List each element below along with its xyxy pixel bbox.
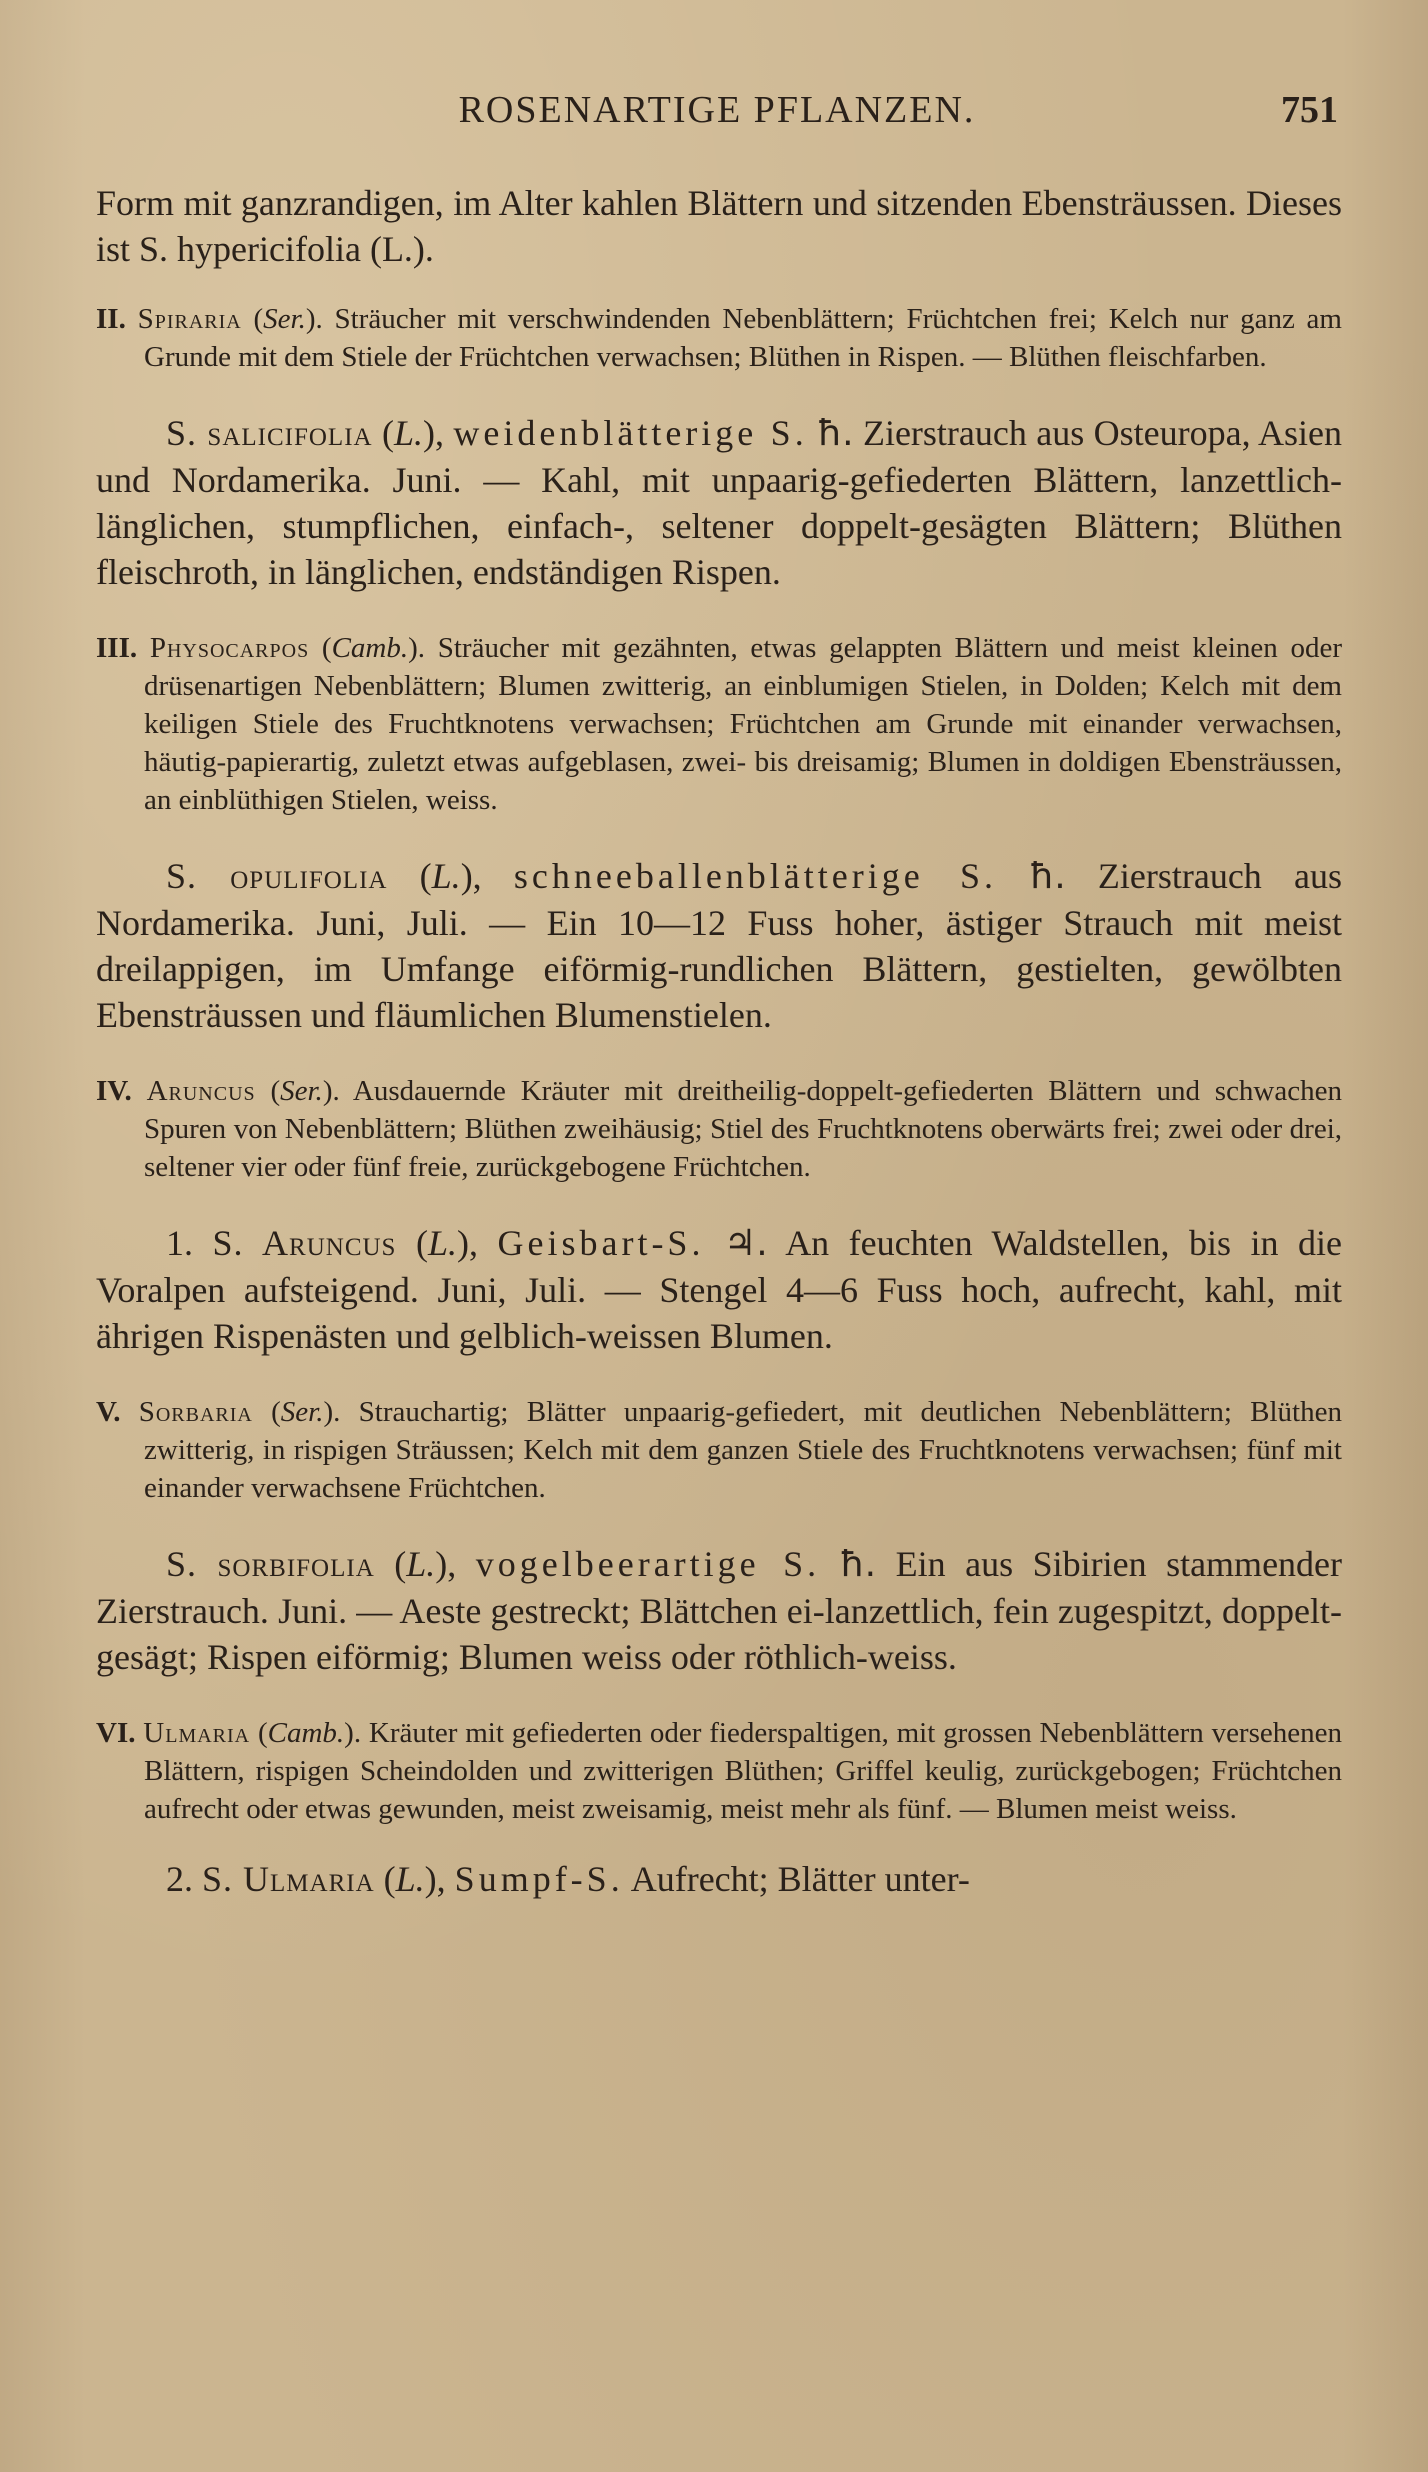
shrub-symbol: ħ.	[839, 1544, 877, 1585]
species-opulifolia: S. opulifolia (L.), schneeballenblätterige S. ħ. Zierstrauch aus Nordamerika. Juni, Juli. — Ein 10—12 Fuss hoher, ästiger Strauch mit meist dreilappigen, im Umfange eiförmig-rundlichen Blättern, gestielten, gewölbten Ebensträussen und fläumlichen Blumenstielen.	[96, 856, 1342, 1035]
section-ulmaria: VI. Ulmaria (Camb.). Kräuter mit gefiederten oder fiederspaltigen, mit grossen Nebenblättern versehenen Blättern, rispigen Scheindolden und zwitterigen Blüthen; Griffel keulig, zurückgebogen; Früchtchen aufrecht oder etwas gewunden, meist zweisamig, meist mehr als fünf. — Blumen meist weiss.	[96, 1717, 1342, 1825]
species-name: S. sorbifolia	[166, 1544, 375, 1584]
page-body	[96, 180, 1342, 1902]
section-name: Aruncus	[146, 1075, 256, 1107]
species-ulmaria: 2. S. Ulmaria (L.), Sumpf-S. Aufrecht; Blätter unter-	[166, 1859, 970, 1899]
common-name: Sumpf-S.	[454, 1859, 624, 1899]
common-name: schneeballenblätterige S.	[513, 856, 997, 896]
common-name: Geisbart-S.	[497, 1223, 705, 1263]
species-name: S. Aruncus	[212, 1223, 397, 1263]
section-sorbaria: V. Sorbaria (Ser.). Strauchartig; Blätter unpaarig-gefiedert, mit deutlichen Nebenblättern; Blüthen zwitterig, in rispigen Sträussen; Kelch mit dem ganzen Stiele des Fruchtknotens verwachsen; fünf mit einander verwachsene Früchtchen.	[96, 1396, 1342, 1504]
section-name: Sorbaria	[138, 1396, 253, 1428]
shrub-symbol: ħ.	[1029, 856, 1066, 897]
perennial-symbol: ♃.	[723, 1223, 768, 1264]
section-spiraria: II. Spiraria (Ser.). Sträucher mit verschwindenden Nebenblättern; Früchtchen frei; Kelch nur ganz am Grunde mit dem Stiele der Früchtchen verwachsen; Blüthen in Rispen. — Blüthen fleischfarben.	[96, 303, 1342, 373]
paragraph-continuation: Form mit ganzrandigen, im Alter kahlen Blättern und sitzenden Ebensträussen. Dieses ist S. hypericifolia (L.).	[96, 183, 1342, 269]
section-aruncus: IV. Aruncus (Ser.). Ausdauernde Kräuter mit dreitheilig-doppelt-gefiederten Blättern und schwachen Spuren von Nebenblättern; Blüthen zweihäusig; Stiel des Fruchtknotens oberwärts frei; zwei oder drei, seltener vier oder fünf freie, zurückgebogene Früchtchen.	[96, 1075, 1342, 1183]
page-number: 751	[1281, 89, 1338, 131]
running-title: ROSENARTIGE PFLANZEN.	[458, 89, 976, 131]
section-name: Ulmaria	[143, 1717, 251, 1749]
species-name: S. salicifolia	[166, 413, 373, 453]
section-name: Spiraria	[137, 303, 242, 335]
section-physocarpos: III. Physocarpos (Camb.). Sträucher mit gezähnten, etwas gelappten Blättern und meist kleinen oder drüsenartigen Nebenblättern; Blumen zwitterig, an einblumigen Stielen, in Dolden; Kelch mit dem keiligen Stiele des Fruchtknotens verwachsen; Früchtchen am Grunde mit einander verwachsen, häutig-papierartig, zuletzt etwas aufgeblasen, zwei- bis dreisamig; Blumen in doldigen Ebensträussen, an einblüthigen Stielen, weiss.	[96, 632, 1342, 816]
section-name: Physocarpos	[149, 632, 310, 664]
common-name: vogelbeerartige S.	[475, 1544, 821, 1584]
species-salicifolia: S. salicifolia (L.), weidenblätterige S. ħ. Zierstrauch aus Osteuropa, Asien und Nordamerika. Juni. — Kahl, mit unpaarig-gefiederten Blättern, lanzettlich-länglichen, stumpflichen, einfach-, seltener doppelt-gesägten Blättern; Blüthen fleischroth, in länglichen, endständigen Rispen.	[96, 413, 1342, 592]
shrub-symbol: ħ.	[817, 413, 854, 454]
species-name: S. Ulmaria	[202, 1859, 375, 1899]
page-header	[96, 88, 1338, 148]
species-name: S. opulifolia	[166, 856, 388, 896]
species-sorbifolia: S. sorbifolia (L.), vogelbeerartige S. ħ. Ein aus Sibirien stammender Zierstrauch. Juni. — Aeste gestreckt; Blättchen ei-lanzettlich, fein zugespitzt, doppelt-gesägt; Rispen eiförmig; Blumen weiss oder röthlich-weiss.	[96, 1544, 1343, 1677]
common-name: weidenblätterige S.	[453, 413, 808, 453]
species-aruncus: 1. S. Aruncus (L.), Geisbart-S. ♃. An feuchten Waldstellen, bis in die Voralpen aufsteigend. Juni, Juli. — Stengel 4—6 Fuss hoch, aufrecht, kahl, mit ährigen Rispenästen und gelblich-weissen Blumen.	[96, 1223, 1342, 1356]
